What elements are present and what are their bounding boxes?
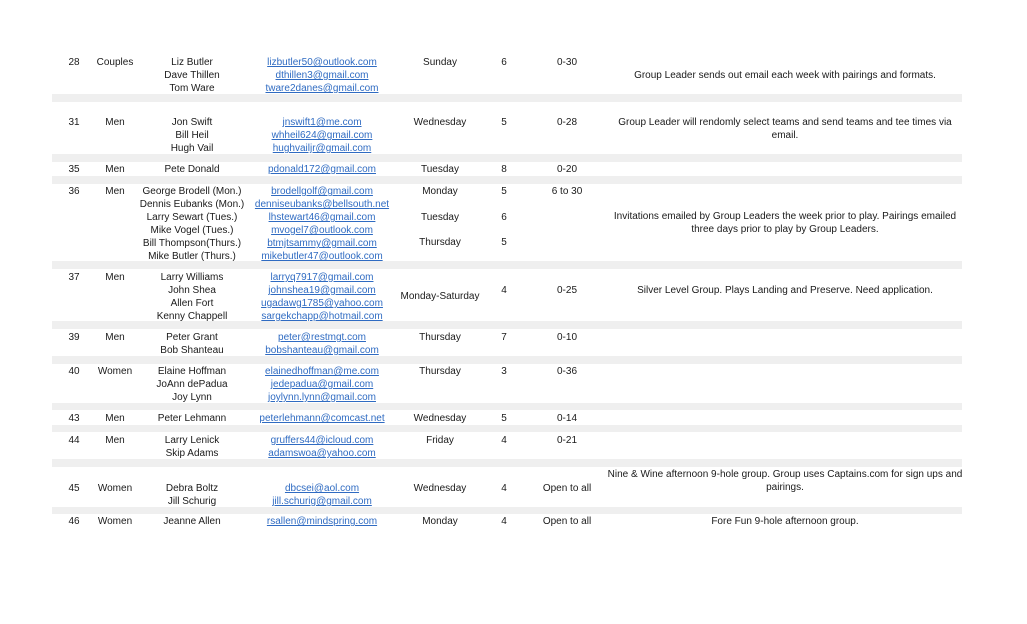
play-day: Sunday bbox=[423, 57, 457, 68]
member-name: Bill Thompson(Thurs.) bbox=[142, 238, 242, 249]
group-size: 6 bbox=[501, 57, 507, 68]
email-link[interactable]: sargekchapp@hotmail.com bbox=[261, 311, 383, 322]
play-day: Wednesday bbox=[413, 413, 467, 424]
group-number: 45 bbox=[68, 483, 80, 494]
member-emails bbox=[252, 116, 392, 155]
group-note: Group Leader will rendomly select teams and send teams and tee times via email. bbox=[618, 117, 952, 141]
group-note: Silver Level Group. Plays Landing and Preserve. Need application. bbox=[637, 285, 933, 296]
member-name: Hugh Vail bbox=[170, 143, 214, 154]
group-note: Invitations emailed by Group Leaders the week prior to play. Pairings emailed three days prior to play by Group Leaders. bbox=[613, 211, 957, 235]
group-category: Men bbox=[105, 332, 125, 343]
email-link[interactable]: ugadawg1785@yahoo.com bbox=[261, 298, 383, 309]
group-category: Men bbox=[105, 413, 125, 424]
group-category: Women bbox=[97, 483, 133, 494]
group-number: 31 bbox=[68, 117, 80, 128]
member-names bbox=[130, 412, 254, 425]
email-link[interactable]: elainedhoffman@me.com bbox=[265, 366, 379, 377]
email-link[interactable]: adamswoa@yahoo.com bbox=[268, 448, 376, 459]
handicap-range: Open to all bbox=[542, 516, 592, 527]
member-emails bbox=[252, 482, 392, 508]
email-link[interactable]: tware2danes@gmail.com bbox=[265, 83, 379, 94]
group-size: 4 bbox=[501, 516, 507, 527]
group-note: Fore Fun 9-hole afternoon group. bbox=[711, 516, 859, 527]
group-size: 8 bbox=[501, 164, 507, 175]
email-link[interactable]: peterlehmann@comcast.net bbox=[259, 413, 385, 424]
play-day: Monday bbox=[422, 186, 458, 197]
row-separator bbox=[52, 425, 962, 432]
member-name: Allen Fort bbox=[170, 298, 214, 309]
group-note: Nine & Wine afternoon 9-hole group. Group uses Captains.com for sign ups and pairings. bbox=[607, 469, 963, 493]
member-names bbox=[130, 331, 254, 357]
play-day: Thursday bbox=[419, 332, 461, 343]
member-emails bbox=[252, 271, 392, 323]
play-day: Wednesday bbox=[413, 117, 467, 128]
member-name: Jill Schurig bbox=[167, 496, 217, 507]
email-link[interactable]: btmjtsammy@gmail.com bbox=[267, 238, 377, 249]
member-name: George Brodell (Mon.) bbox=[142, 186, 242, 197]
member-names bbox=[130, 116, 254, 155]
group-category: Men bbox=[105, 186, 125, 197]
group-size: 5 bbox=[501, 186, 507, 197]
member-name: Jeanne Allen bbox=[163, 516, 221, 527]
member-name: Elaine Hoffman bbox=[157, 366, 227, 377]
group-size: 6 bbox=[501, 212, 507, 223]
email-link[interactable]: gruffers44@icloud.com bbox=[270, 435, 374, 446]
member-emails bbox=[252, 515, 392, 528]
member-name: Skip Adams bbox=[165, 448, 219, 459]
member-name: Mike Butler (Thurs.) bbox=[148, 251, 236, 262]
member-name: Bill Heil bbox=[175, 130, 209, 141]
group-size: 7 bbox=[501, 332, 507, 343]
group-size: 4 bbox=[501, 435, 507, 446]
play-day: Wednesday bbox=[413, 483, 467, 494]
handicap-range: 0-10 bbox=[556, 332, 577, 343]
member-name: Kenny Chappell bbox=[156, 311, 228, 322]
group-number: 35 bbox=[68, 164, 80, 175]
member-name: Larry Williams bbox=[160, 272, 224, 283]
member-emails bbox=[252, 56, 392, 95]
handicap-range: Open to all bbox=[542, 483, 592, 494]
member-name: Mike Vogel (Tues.) bbox=[150, 225, 234, 236]
row-separator bbox=[52, 403, 962, 410]
member-name: Larry Sewart (Tues.) bbox=[146, 212, 238, 223]
play-day: Tuesday bbox=[421, 164, 459, 175]
group-category: Women bbox=[97, 366, 133, 377]
member-emails bbox=[252, 185, 392, 263]
email-link[interactable]: hughvailjr@gmail.com bbox=[272, 143, 372, 154]
group-number: 40 bbox=[68, 366, 80, 377]
member-name: Pete Donald bbox=[164, 164, 220, 175]
email-link[interactable]: brodellgolf@gmail.com bbox=[271, 186, 373, 197]
email-link[interactable]: peter@restmgt.com bbox=[278, 332, 366, 343]
play-day: Tuesday bbox=[421, 212, 459, 223]
email-link[interactable]: lizbutler50@outlook.com bbox=[267, 57, 377, 68]
group-number: 37 bbox=[68, 272, 80, 283]
handicap-range: 0-21 bbox=[556, 435, 577, 446]
email-link[interactable]: larryq7917@gmail.com bbox=[270, 272, 374, 283]
play-day: Monday bbox=[422, 516, 458, 527]
member-emails bbox=[252, 434, 392, 460]
group-note: Group Leader sends out email each week with pairings and formats. bbox=[634, 70, 936, 81]
email-link[interactable]: jnswift1@me.com bbox=[282, 117, 362, 128]
play-day: Thursday bbox=[419, 366, 461, 377]
row-separator bbox=[52, 94, 962, 102]
member-name: Larry Lenick bbox=[164, 435, 220, 446]
group-size: 5 bbox=[501, 237, 507, 248]
member-names bbox=[130, 163, 254, 176]
group-category: Men bbox=[105, 435, 125, 446]
row-separator bbox=[52, 154, 962, 162]
group-category: Women bbox=[97, 516, 133, 527]
email-link[interactable]: dbcsei@aol.com bbox=[284, 483, 360, 494]
member-name: JoAnn dePadua bbox=[156, 379, 228, 390]
play-day: Friday bbox=[426, 435, 454, 446]
email-link[interactable]: mvogel7@outlook.com bbox=[271, 225, 373, 236]
group-number: 43 bbox=[68, 413, 80, 424]
row-separator bbox=[52, 507, 962, 514]
email-link[interactable]: johnshea19@gmail.com bbox=[268, 285, 376, 296]
email-link[interactable]: bobshanteau@gmail.com bbox=[265, 345, 379, 356]
handicap-range: 0-20 bbox=[556, 164, 577, 175]
row-separator bbox=[52, 176, 962, 184]
member-name: Peter Lehmann bbox=[157, 413, 227, 424]
handicap-range: 0-14 bbox=[556, 413, 577, 424]
member-names bbox=[130, 515, 254, 528]
handicap-range: 0-30 bbox=[556, 57, 577, 68]
group-category: Couples bbox=[96, 57, 134, 68]
member-names bbox=[130, 271, 254, 323]
group-size: 5 bbox=[501, 117, 507, 128]
email-link[interactable]: whheil624@gmail.com bbox=[271, 130, 373, 141]
member-name: Dennis Eubanks (Mon.) bbox=[139, 199, 245, 210]
member-name: Tom Ware bbox=[169, 83, 215, 94]
handicap-range: 6 to 30 bbox=[551, 186, 583, 197]
member-emails bbox=[252, 365, 392, 404]
play-day: Monday-Saturday bbox=[400, 291, 480, 302]
member-name: Dave Thillen bbox=[164, 70, 220, 81]
row-separator bbox=[52, 459, 962, 467]
member-emails bbox=[252, 163, 392, 176]
group-category: Men bbox=[105, 117, 125, 128]
handicap-range: 0-25 bbox=[556, 285, 577, 296]
member-name: Jon Swift bbox=[171, 117, 213, 128]
email-link[interactable]: pdonald172@gmail.com bbox=[268, 164, 376, 175]
member-names bbox=[130, 185, 254, 263]
row-separator bbox=[52, 356, 962, 364]
member-emails bbox=[252, 412, 392, 425]
group-size: 4 bbox=[501, 285, 507, 296]
member-name: Joy Lynn bbox=[172, 392, 212, 403]
email-link[interactable]: jill.schurig@gmail.com bbox=[272, 496, 372, 507]
email-link[interactable]: lhstewart46@gmail.com bbox=[268, 212, 376, 223]
email-link[interactable]: denniseubanks@bellsouth.net bbox=[254, 199, 390, 210]
group-size: 4 bbox=[501, 483, 507, 494]
member-names bbox=[130, 56, 254, 95]
member-emails bbox=[252, 331, 392, 357]
member-names bbox=[130, 365, 254, 404]
email-link[interactable]: mikebutler47@outlook.com bbox=[261, 251, 383, 262]
member-name: Peter Grant bbox=[166, 332, 218, 343]
member-name: Liz Butler bbox=[171, 57, 213, 68]
handicap-range: 0-28 bbox=[556, 117, 577, 128]
email-link[interactable]: jedepadua@gmail.com bbox=[270, 379, 374, 390]
handicap-range: 0-36 bbox=[556, 366, 577, 377]
play-day: Thursday bbox=[419, 237, 461, 248]
group-number: 39 bbox=[68, 332, 80, 343]
group-category: Men bbox=[105, 164, 125, 175]
group-number: 28 bbox=[68, 57, 80, 68]
group-number: 44 bbox=[68, 435, 80, 446]
member-name: Bob Shanteau bbox=[160, 345, 224, 356]
group-number: 46 bbox=[68, 516, 80, 527]
member-name: John Shea bbox=[168, 285, 216, 296]
group-size: 5 bbox=[501, 413, 507, 424]
member-names bbox=[130, 434, 254, 460]
member-name: Debra Boltz bbox=[165, 483, 219, 494]
email-link[interactable]: joylynn.lynn@gmail.com bbox=[268, 392, 376, 403]
email-link[interactable]: dthillen3@gmail.com bbox=[275, 70, 369, 81]
group-size: 3 bbox=[501, 366, 507, 377]
email-link[interactable]: rsallen@mindspring.com bbox=[266, 516, 378, 527]
member-names bbox=[130, 482, 254, 508]
group-number: 36 bbox=[68, 186, 80, 197]
group-category: Men bbox=[105, 272, 125, 283]
